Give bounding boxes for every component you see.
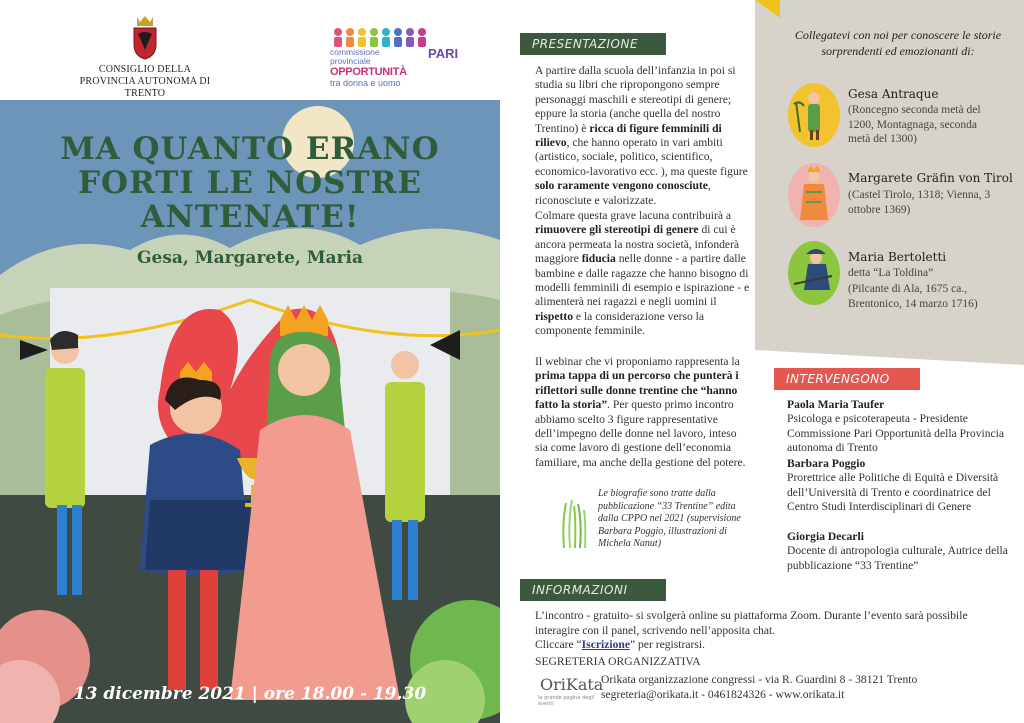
speaker-3 (787, 530, 1012, 573)
orikata-logo-text: OriKata (540, 675, 604, 694)
figure-info-1: (Roncegno seconda metà del 1200, Montagnaga, seconda metà del 1300) (848, 104, 981, 145)
poster-title-line-2: FORTI LE NOSTRE (78, 165, 422, 201)
intervengono-heading: INTERVENGONO (774, 368, 920, 390)
gesa-portrait-icon (786, 82, 842, 148)
p2-text-g: e la considerazione verso la componente femminile. (535, 309, 705, 338)
p2-bold-b: rimuovere gli stereotipi di genere (535, 223, 699, 237)
p2-bold-f: rispetto (535, 309, 573, 323)
speaker-3-role: Docente di antropologia culturale, Autrice della pubblicazione “33 Trentine” (787, 544, 1008, 572)
iscrizione-link[interactable]: Iscrizione (581, 638, 630, 651)
informazioni-text-2-b: ” per registrarsi. (629, 638, 705, 651)
contact-line-1: Orikata organizzazione congressi - via R. Guardini 8 - 38121 Trento (601, 673, 918, 686)
p3-bold-b: prima tappa di un percorso che punterà i riflettori sulle donne trentine che “hanno fatto la storia” (535, 369, 739, 412)
p2-text-e: nelle donne - a partire dalle bambine e dalle ragazze che hanno bisogno di modelli femminili di esempio e ispirazione - e alimenterà nei ragazzi e negli uomini il (535, 252, 750, 309)
speaker-1-name: Paola Maria Taufer (787, 398, 885, 411)
cpo-wordmark (330, 46, 459, 88)
informazioni-heading: INFORMAZIONI (520, 579, 666, 601)
province-name (60, 64, 230, 100)
p3-text-a: Il webinar che vi proponiamo rappresenta la (535, 355, 740, 368)
p1-text-e: , riconosciute e valorizzate. (535, 179, 711, 207)
segreteria-label: SEGRETERIA ORGANIZZATIVA (535, 655, 701, 668)
p2-text-a: Colmare questa grave lacuna contribuirà a (535, 209, 732, 222)
speaker-1 (787, 398, 1012, 456)
cpo-line-4: tra donna e uomo (330, 78, 401, 88)
cpo-line-1: commissione (330, 47, 380, 57)
maria-portrait-icon (786, 240, 842, 306)
contact-line-2: segreteria@orikata.it - 0461824326 - www.orikata.it (601, 688, 845, 701)
province-line-2: PROVINCIA AUTONOMA DI TRENTO (79, 76, 211, 99)
figures-intro: Collegatevi con noi per conoscere le storie sorprendenti ed emozionanti di: (794, 28, 1002, 58)
orikata-logo (536, 673, 604, 707)
poster-subtitle: Gesa, Margarete, Maria (137, 248, 363, 268)
poster-title-line-3: ANTENATE! (140, 199, 360, 235)
p3-text-c: . Per questo primo incontro abbiamo scelto 3 figure rappresentative dell’impegno delle donne nel lavoro, inteso sia come lavoro di gestione dell’economia familiare, ma anche della gestione del potere. (535, 398, 746, 469)
informazioni-text-2-a: Cliccare “ (535, 638, 582, 651)
informazioni-text-2 (535, 638, 1005, 653)
figure-name-3: Maria Bertoletti (848, 250, 947, 264)
presentazione-heading: PRESENTAZIONE (520, 33, 666, 55)
cpo-line-2: provinciale (330, 56, 371, 66)
speaker-2-role: Prorettrice alle Politiche di Equità e Diversità dell’Università di Trento e coordinatrice del Centro Studi Interdisciplinari di Genere (787, 471, 999, 514)
speaker-2 (787, 457, 1012, 515)
contact-info (601, 672, 921, 702)
informazioni-text-1: L’incontro - gratuito- si svolgerà online su piattaforma Zoom. Durante l’evento sarà possibile interagire con il panel, scrivendo nell’apposita chat. (535, 609, 968, 637)
orikata-tagline: la grande pagina degli eventi (538, 695, 595, 707)
p1-bold-b: ricca di figure femminili di rilievo (535, 121, 722, 150)
p2-bold-d: fiducia (581, 252, 616, 266)
presentazione-paragraph-2 (535, 209, 751, 339)
speaker-2-name: Barbara Poggio (787, 457, 866, 470)
p1-text-c: , che hanno operato in vari ambiti (artistico, sociale, politico, scientifico, economico-lavorativo ecc. ), ma queste figure (535, 136, 748, 178)
presentazione-paragraph-3 (535, 355, 751, 470)
margarete-portrait-icon (786, 162, 842, 228)
poster-date: 13 dicembre 2021 | ore 18.00 - 19.30 (73, 684, 427, 704)
poster-title (60, 132, 440, 234)
figure-name-1: Gesa Antraque (848, 87, 939, 101)
speaker-1-role: Psicologa e psicoterapeuta - Presidente Commissione Pari Opportunità della Provincia autonoma di Trento (787, 412, 1005, 455)
figure-name-2: Margarete Gräfin von Tirol (848, 171, 1013, 185)
grass-icon (560, 498, 590, 548)
figure-info-2: (Castel Tirolo, 1318; Vienna, 3 ottobre 1369) (848, 189, 991, 216)
cpo-opportunita: OPPORTUNITÀ (330, 66, 407, 78)
p2-text-c: di cui è ancora permeata la nostra società, infonderà maggiore (535, 223, 740, 266)
informazioni-text (535, 609, 1005, 653)
province-line-1: CONSIGLIO DELLA (98, 64, 192, 75)
presentazione-paragraph-1 (535, 64, 751, 208)
figure-info-3-nickname: detta “La Toldina” (848, 267, 934, 279)
province-crest-icon (132, 14, 158, 60)
poster-illustration (0, 100, 500, 723)
figure-info-3: (Pilcante di Ala, 1675 ca., Brentonico, 14 marzo 1716) (848, 283, 978, 310)
poster-title-line-1: MA QUANTO ERANO (60, 131, 440, 167)
cpo-pari: PARI (428, 46, 459, 61)
speaker-3-name: Giorgia Decarli (787, 530, 864, 543)
biography-credit: Le biografie sono tratte dalla pubblicazione “33 Trentine” edita dalla CPPO nel 2021 (supervisione Barbara Poggio, illustrazioni di Michela Nanut) (598, 488, 741, 549)
left-header (0, 0, 500, 100)
p1-bold-d: solo raramente vengono conosciute (535, 179, 708, 193)
p1-text-a: A partire dalla scuola dell’infanzia in poi si studia su libri che ripropongono sempre personaggi maschili e stereotipi di genere; eppure la storia (anche quella del nostro Trentino) è (535, 64, 736, 135)
